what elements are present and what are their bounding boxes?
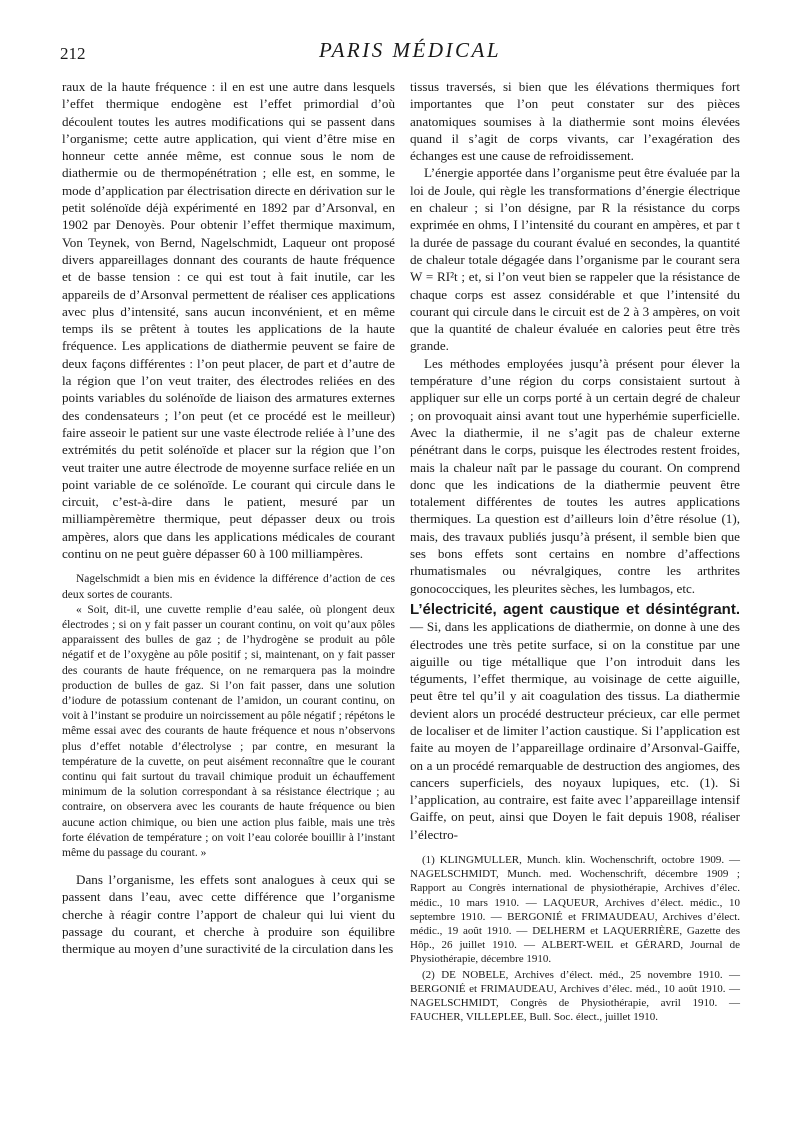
right-paragraph-3: Les méthodes employées jusqu’à présent pour élever la température d’une région du corps consistaient surtout à appliquer sur elle un corps porté à un certain degré de chaleur ; on provoquait ainsi avant tout une hyperhémie superficielle. Avec la diathermie, il ne s’agit pas de chaleur externe pénétrant dans le corps, puisque les électrodes restent froides, mais la chaleur naît par le passage du courant. On comprend donc que les indications de la diathermie peuvent être totalement différentes de toutes les autres applications thermiques. La question est d’ailleurs loin d’être résolue (1), mais, des travaux publiés jusqu’à présent, il semble bien que ses bons effets sont certains en nombre d’affections rhumatismales ou névralgiques, contre les arthrites gonococciques, les pleurites sèches, les lumbagos, etc. bbox=[410, 355, 740, 596]
footnotes bbox=[410, 853, 740, 1024]
left-column bbox=[62, 78, 395, 958]
footnote-1: (1) KLINGMULLER, Munch. klin. Wochenschrift, octobre 1909. — NAGELSCHMIDT, Munch. med. Wochenschrift, décembre 1909 ; Rapport au Congrès international de physiothérapie, Archives d’élec. médic., 10 mars 1910. — LAQUEUR, Archives d’élect. médic., 10 septembre 1910. — BERGONIÉ et FRIMAUDEAU, Archives d’élect. médic., 19 août 1910. — DELHERM et LAQUERRIÈRE, Gazette des Hôp., 26 juillet 1910. — ALBERT-WEIL et GÉRARD, Journal de Physiothérapie, décembre 1910. bbox=[410, 854, 740, 966]
section-heading: L’électricité, agent caustique et désintégrant. bbox=[410, 600, 740, 618]
journal-title: PARIS MÉDICAL bbox=[318, 38, 501, 62]
right-paragraph-1: tissus traversés, si bien que les élévations thermiques fort importantes que l’on peut constater sur des pièces anatomiques soumises à la diathermie sont moins élevées quand il s’agit de corps vivants, car l’exagération des échanges est une cause de refroidissement. bbox=[410, 79, 740, 164]
left-paragraph-1: raux de la haute fréquence : il en est une autre dans lesquels l’effet thermique endogène est l’effet primordial d’où découlent toutes les autres modifications qui se passent dans l’organisme; cette autre application, qui vient d’être mise en honneur cette année même, est connue sous le nom de diathermie ou de thermopénétration ; elle est, en somme, le mode d’application par électrisation directe en dérivation sur le petit solénoïde déjà expérimenté en 1892 par d’Arsonval, en 1902 par Denoyès. Pour obtenir l’effet thermique maximum, Von Teynek, von Bernd, Nagelschmidt, Laqueur ont proposé divers appareillages donnant des courants de haute fréquence et de basse tension : ce qui est tout à fait inutile, car les appareils de d’Arsonval permettent de réaliser ces applications avec plus d’intensité, sans aucun inconvénient, et en même temps ils se prêtent à toutes les applications de la haute fréquence. Les applications de diathermie peuvent se faire de deux façons différentes : l’on peut placer, de part et d’autre de la région que l’on veut traiter, des électrodes reliées en des points variables du solénoïde de liaison des armatures externes des condensateurs ; l’on peut (et ce procédé est le meilleur) faire asseoir le patient sur une vaste électrode reliée à l’une des extrémités du petit solénoïde et placer sur la région que l’on veut traiter une autre électrode de moyenne surface reliée en un point variable de ce solénoïde. Le courant qui circule dans le circuit, c’est-à-dire dans le patient, mesuré par un milliampèremètre thermique, peut dépasser deux ou trois ampères, alors que dans les applications médicales de courant continu on ne peut guère dépasser 60 à 100 milliampères. bbox=[62, 79, 395, 562]
left-paragraph-2: Nagelschmidt a bien mis en évidence la différence d’action de ces deux sortes de courants. bbox=[62, 573, 395, 601]
right-column bbox=[410, 78, 740, 1025]
page-number: 212 bbox=[60, 44, 86, 63]
footnote-2: (2) DE NOBELE, Archives d’élect. méd., 25 novembre 1910. — BERGONIÉ et FRIMAUDEAU, Archives d’élec. méd., 10 août 1910. — NAGELSCHMIDT, Congrès de Physiothérapie, avril 1910. — FAUCHER, VILLEPLEE, Bull. Soc. élect., juillet 1910. bbox=[410, 968, 740, 1024]
right-paragraph-2: L’énergie apportée dans l’organisme peut être évaluée par la loi de Joule, qui règle les transformations d’énergie électrique en chaleur ; si l’on désigne, par R la résistance du corps exprimée en ohms, I l’intensité du courant en ampères, et par t la durée de passage du courant évalué en secondes, la quantité de chaleur totale dégagée dans l’organisme par le courant sera W = RI²t ; et, si l’on veut bien se rappeler que la résistance de chaque corps est assez considérable et que l’intensité du courant qui circule dans le circuit est de 2 à 3 ampères, on voit que la quantité de chaleur évaluée en calories peut être très grande. bbox=[410, 165, 740, 354]
right-paragraph-4: — Si, dans les applications de diathermie, on donne à une des électrodes une très petite surface, si on la constitue par une aiguille ou tige métallique que l’on introduit dans les téguments, l’effet thermique, au voisinage de cette aiguille, peut être tel qu’il y ait coagulation des tissus. La diathermie devient alors un procédé destructeur précieux, car elle permet de localiser et de limiter l’action caustique. Si l’application est faite au moyen de l’appareillage ordinaire d’Arsonval-Gaiffe, on a un procédé remarquable de destruction des angiomes, des cancers superficiels, des noyaux lupiques, etc. (1). Si l’application, au contraire, est faite avec l’appareillage intensif Gaiffe, on peut, ainsi que Doyen le fait depuis 1908, réaliser l’électro- bbox=[410, 619, 740, 842]
section-paragraph bbox=[410, 601, 740, 843]
page-header bbox=[60, 38, 760, 68]
left-paragraph-4: Dans l’organisme, les effets sont analogues à ceux qui se passent dans l’eau, avec cette différence que l’organisme cherche à réagir contre l’apport de chaleur qui lui vient du passage du courant, et cherche à produire son équilibre thermique au moyen d’une suractivité de la circulation dans les bbox=[62, 872, 395, 957]
left-quote: « Soit, dit-il, une cuvette remplie d’eau salée, où plongent deux électrodes ; si on y fait passer un courant continu, on voit qu’aux pôles apparaissent des bulles de gaz ; de l’hydrogène se produit au pôle négatif et de l’oxygène au pôle positif ; si, maintenant, on y fait passer des courants de haute fréquence, on ne remarquera pas la moindre production de bulles de gaz. Si l’on fait passer, dans une solution d’iodure de potassium contenant de l’amidon, un courant continu, on voit à l’instant se produire un noircissement au pôle négatif ; répétons le même essai avec des courants de haute fréquence et nous n’observons plus d’effet notable d’électrolyse ; par contre, en mesurant la température de la cuvette, on peut aisément reconnaître que le courant continu qui fait surtout du travail chimique produit un échauffement minimum de la solution correspondant à sa résistance électrique ; au contraire, on observera avec les courants de haute fréquence ou bien aucune action chimique, ou bien une action plus faible, mais une très forte élévation de température ; on voit l’eau colorée bouillir à l’instant même du passage du courant. » bbox=[62, 603, 395, 859]
